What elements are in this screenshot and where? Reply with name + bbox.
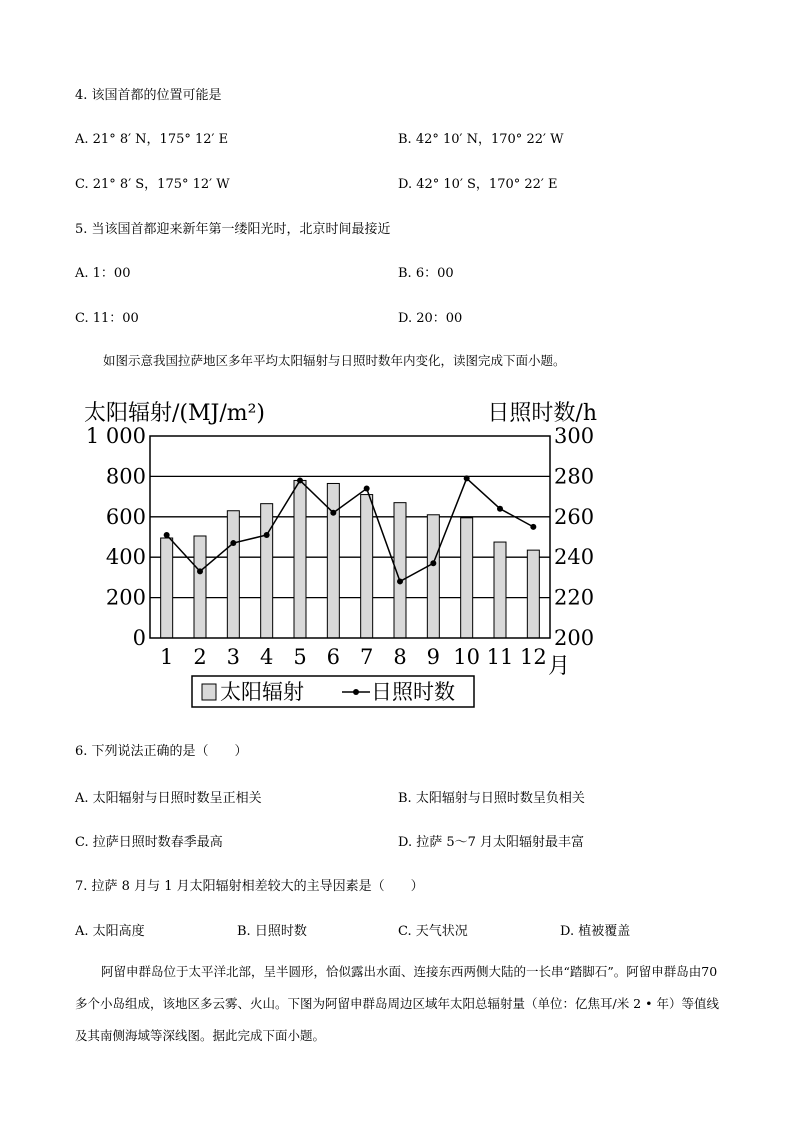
question-4-stem: 4. 该国首都的位置可能是 (75, 88, 222, 103)
q5-option-a[interactable]: A. 1：00 (75, 266, 131, 281)
sunshine-point (164, 532, 170, 538)
x-tick-label: 6 (326, 645, 341, 669)
q4-option-a[interactable]: A. 21° 8′ N，175° 12′ E (75, 132, 229, 147)
x-tick-label: 3 (226, 645, 241, 669)
left-tick-label: 1 000 (85, 424, 146, 448)
left-tick-label: 200 (105, 585, 146, 610)
radiation-bar (461, 518, 473, 638)
left-tick-label: 600 (105, 504, 146, 529)
q7-option-a[interactable]: A. 太阳高度 (75, 924, 145, 939)
q5-option-b[interactable]: B. 6：00 (398, 266, 454, 281)
q6-option-b[interactable]: B. 太阳辐射与日照时数呈负相关 (398, 791, 585, 806)
right-tick-label: 300 (554, 424, 595, 448)
legend-bar-swatch (202, 684, 216, 700)
q7-option-b[interactable]: B. 日照时数 (237, 924, 307, 939)
left-tick-label: 800 (105, 464, 146, 489)
sunshine-point (230, 540, 236, 546)
chart-legend (192, 676, 474, 707)
left-tick-label: 400 (105, 545, 146, 570)
right-tick-label: 260 (554, 504, 595, 529)
radiation-bar (194, 536, 206, 638)
sunshine-point (330, 510, 336, 516)
q7-option-c[interactable]: C. 天气状况 (398, 924, 468, 939)
x-tick-label: 1 (159, 645, 174, 669)
right-tick-label: 220 (554, 585, 595, 610)
sunshine-point (264, 532, 270, 538)
x-unit-label: 月 (548, 654, 571, 679)
question-7-stem: 7. 拉萨 8 月与 1 月太阳辐射相差较大的主导因素是（ ） (75, 879, 424, 894)
q6-option-c[interactable]: C. 拉萨日照时数春季最高 (75, 835, 223, 850)
x-tick-label: 12 (519, 645, 547, 669)
right-axis-title: 日照时数/h (487, 401, 597, 426)
right-tick-label: 280 (554, 464, 595, 489)
radiation-bar (294, 480, 306, 638)
sunshine-point (297, 477, 303, 483)
q4-option-c[interactable]: C. 21° 8′ S，175° 12′ W (75, 177, 230, 192)
right-tick-label: 200 (554, 626, 595, 650)
radiation-bar (494, 542, 506, 638)
x-tick-label: 5 (293, 645, 307, 669)
x-tick-label: 4 (259, 645, 274, 669)
legend-bar-label: 太阳辐射 (220, 680, 304, 704)
left-tick-label: 0 (132, 626, 146, 650)
sunshine-point (397, 578, 403, 584)
x-tick-label: 7 (359, 645, 374, 669)
radiation-bar (527, 550, 539, 638)
radiation-bar (327, 483, 339, 638)
q6-option-d[interactable]: D. 拉萨 5～7 月太阳辐射最丰富 (398, 835, 585, 850)
radiation-bar (427, 515, 439, 638)
radiation-bar (227, 511, 239, 638)
legend-line-label: 日照时数 (371, 680, 455, 704)
chart-intro-text: 如图示意我国拉萨地区多年平均太阳辐射与日照时数年内变化，读图完成下面小题。 (103, 353, 566, 368)
q7-option-d[interactable]: D. 植被覆盖 (560, 924, 631, 939)
aleutian-intro-paragraph: 阿留申群岛位于太平洋北部，呈半圆形，恰似露出水面、连接东西两侧大陆的一长串“踏脚石”。阿留申群岛由70多个小岛组成，该地区多云雾、火山。下图为阿留申群岛周边区域年太阳总辐射量（单位：亿焦耳/米 2 • 年）等值线及其南侧海域等深线图。据此完成下面小题。 (75, 964, 719, 1043)
sunshine-point (197, 568, 203, 574)
question-6-stem: 6. 下列说法正确的是（ ） (75, 744, 248, 759)
legend-line-marker (353, 689, 359, 695)
x-tick-label: 8 (393, 645, 407, 669)
x-tick-label: 10 (453, 645, 481, 669)
question-5-stem: 5. 当该国首都迎来新年第一缕阳光时，北京时间最接近 (75, 222, 391, 237)
radiation-bar (161, 538, 173, 638)
x-tick-label: 11 (486, 645, 514, 669)
q6-option-a[interactable]: A. 太阳辐射与日照时数呈正相关 (75, 791, 262, 806)
x-tick-label: 9 (426, 645, 441, 669)
q5-option-c[interactable]: C. 11：00 (75, 311, 139, 326)
sunshine-line (167, 478, 534, 581)
right-tick-label: 240 (554, 545, 595, 570)
sunshine-point (464, 475, 470, 481)
sunshine-point (497, 506, 503, 512)
q4-option-d[interactable]: D. 42° 10′ S，170° 22′ E (398, 177, 558, 192)
plot-frame (150, 436, 550, 638)
lhasa-radiation-chart (80, 392, 600, 714)
x-tick-label: 2 (193, 645, 207, 669)
radiation-bar (261, 504, 273, 638)
q4-option-b[interactable]: B. 42° 10′ N，170° 22′ W (398, 132, 564, 147)
sunshine-point (364, 486, 370, 492)
sunshine-point (530, 524, 536, 530)
sunshine-point (430, 560, 436, 566)
q5-option-d[interactable]: D. 20：00 (398, 311, 463, 326)
radiation-bar (361, 495, 373, 638)
left-axis-title: 太阳辐射/(MJ/m²) (84, 401, 266, 426)
